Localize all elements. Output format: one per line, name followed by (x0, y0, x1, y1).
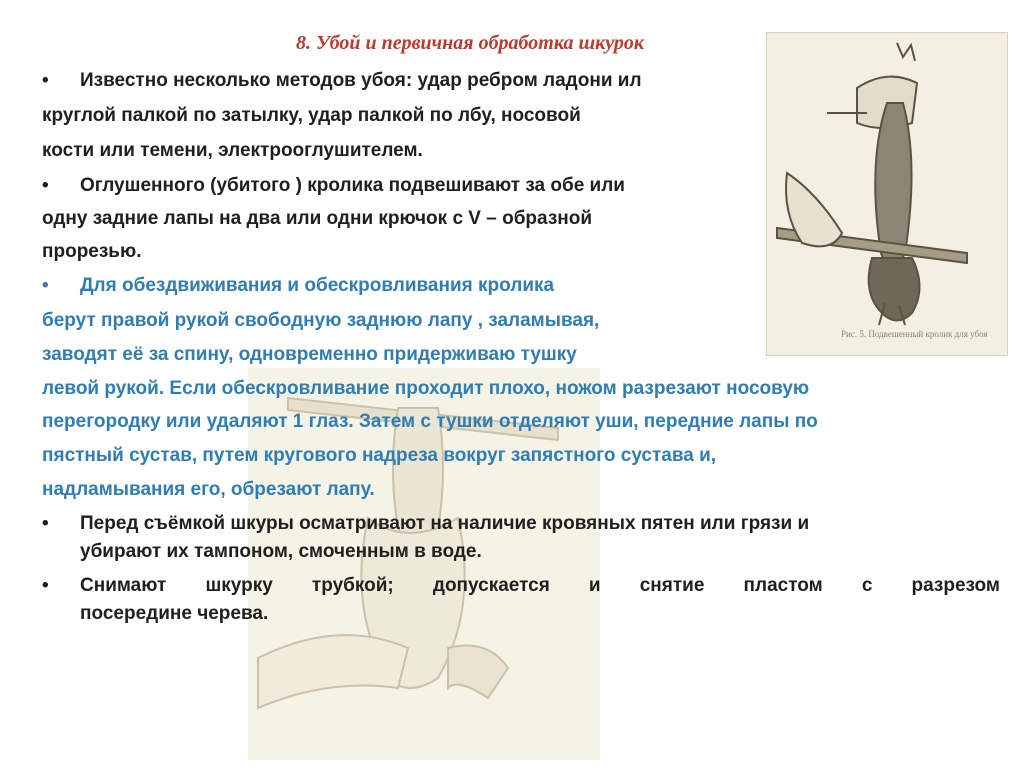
paragraph-4-line-1: Перед съёмкой шкуры осматривают на наличие кровяных пятен или грязи и (80, 513, 810, 534)
bullet-marker: • (42, 70, 49, 91)
paragraph-4-line-2: убирают их тампоном, смоченным в воде. (80, 541, 482, 562)
paragraph-3-line-7: надламывания его, обрезают лапу. (42, 479, 375, 500)
bullet-marker: • (42, 175, 49, 196)
paragraph-5-line-1 (80, 574, 1000, 598)
slide-title: 8. Убой и первичная обработка шкурок (296, 32, 645, 54)
paragraph-5-word: трубкой; (311, 575, 394, 596)
paragraph-5-word: пластом (743, 575, 823, 596)
paragraph-5-word: шкурку (205, 575, 273, 596)
hanging-rabbit-illustration (766, 32, 1008, 356)
paragraph-1-line-2: круглой палкой по затылку, удар палкой по лбу, носовой (42, 105, 581, 126)
paragraph-3-line-3: заводят её за спину, одновременно придерживаю тушку (42, 344, 577, 365)
paragraph-1-line-1: Известно несколько методов убоя: удар ребром ладони ил (80, 70, 642, 91)
bullet-marker: • (42, 513, 49, 534)
figure-caption: Рис. 5. Подвешенный кролик для убоя (841, 329, 988, 339)
paragraph-2-line-2: одну задние лапы на два или одни крючок с V – образной (42, 208, 593, 229)
paragraph-3-line-1: Для обездвиживания и обескровливания кролика (80, 275, 555, 296)
paragraph-5-line-2: посередине черева. (80, 603, 269, 624)
paragraph-5-word: допускается (432, 575, 550, 596)
bullet-marker: • (42, 275, 49, 296)
paragraph-5-word: снятие (639, 575, 705, 596)
paragraph-5-word: и (588, 575, 601, 596)
paragraph-5-word: с (861, 575, 873, 596)
paragraph-5-word: разрезом (911, 575, 1000, 596)
paragraph-3-line-4: левой рукой. Если обескровливание проходит плохо, ножом разрезают носовую (42, 378, 810, 399)
hanging-rabbit-drawing (767, 33, 1007, 355)
paragraph-2-line-3: прорезью. (42, 241, 142, 262)
paragraph-3-line-6: пястный сустав, путем кругового надреза вокруг запястного сустава и, (42, 445, 717, 466)
paragraph-3-line-2: берут правой рукой свободную заднюю лапу , заламывая, (42, 310, 600, 331)
paragraph-3-line-5: перегородку или удаляют 1 глаз. Затем с тушки отделяют уши, передние лапы по (42, 411, 818, 432)
paragraph-5-word: Снимают (80, 575, 167, 596)
paragraph-2-line-1: Оглушенного (убитого ) кролика подвешивают за обе или (80, 175, 625, 196)
paragraph-1-line-3: кости или темени, электрооглушителем. (42, 140, 423, 161)
bullet-marker: • (42, 575, 49, 596)
